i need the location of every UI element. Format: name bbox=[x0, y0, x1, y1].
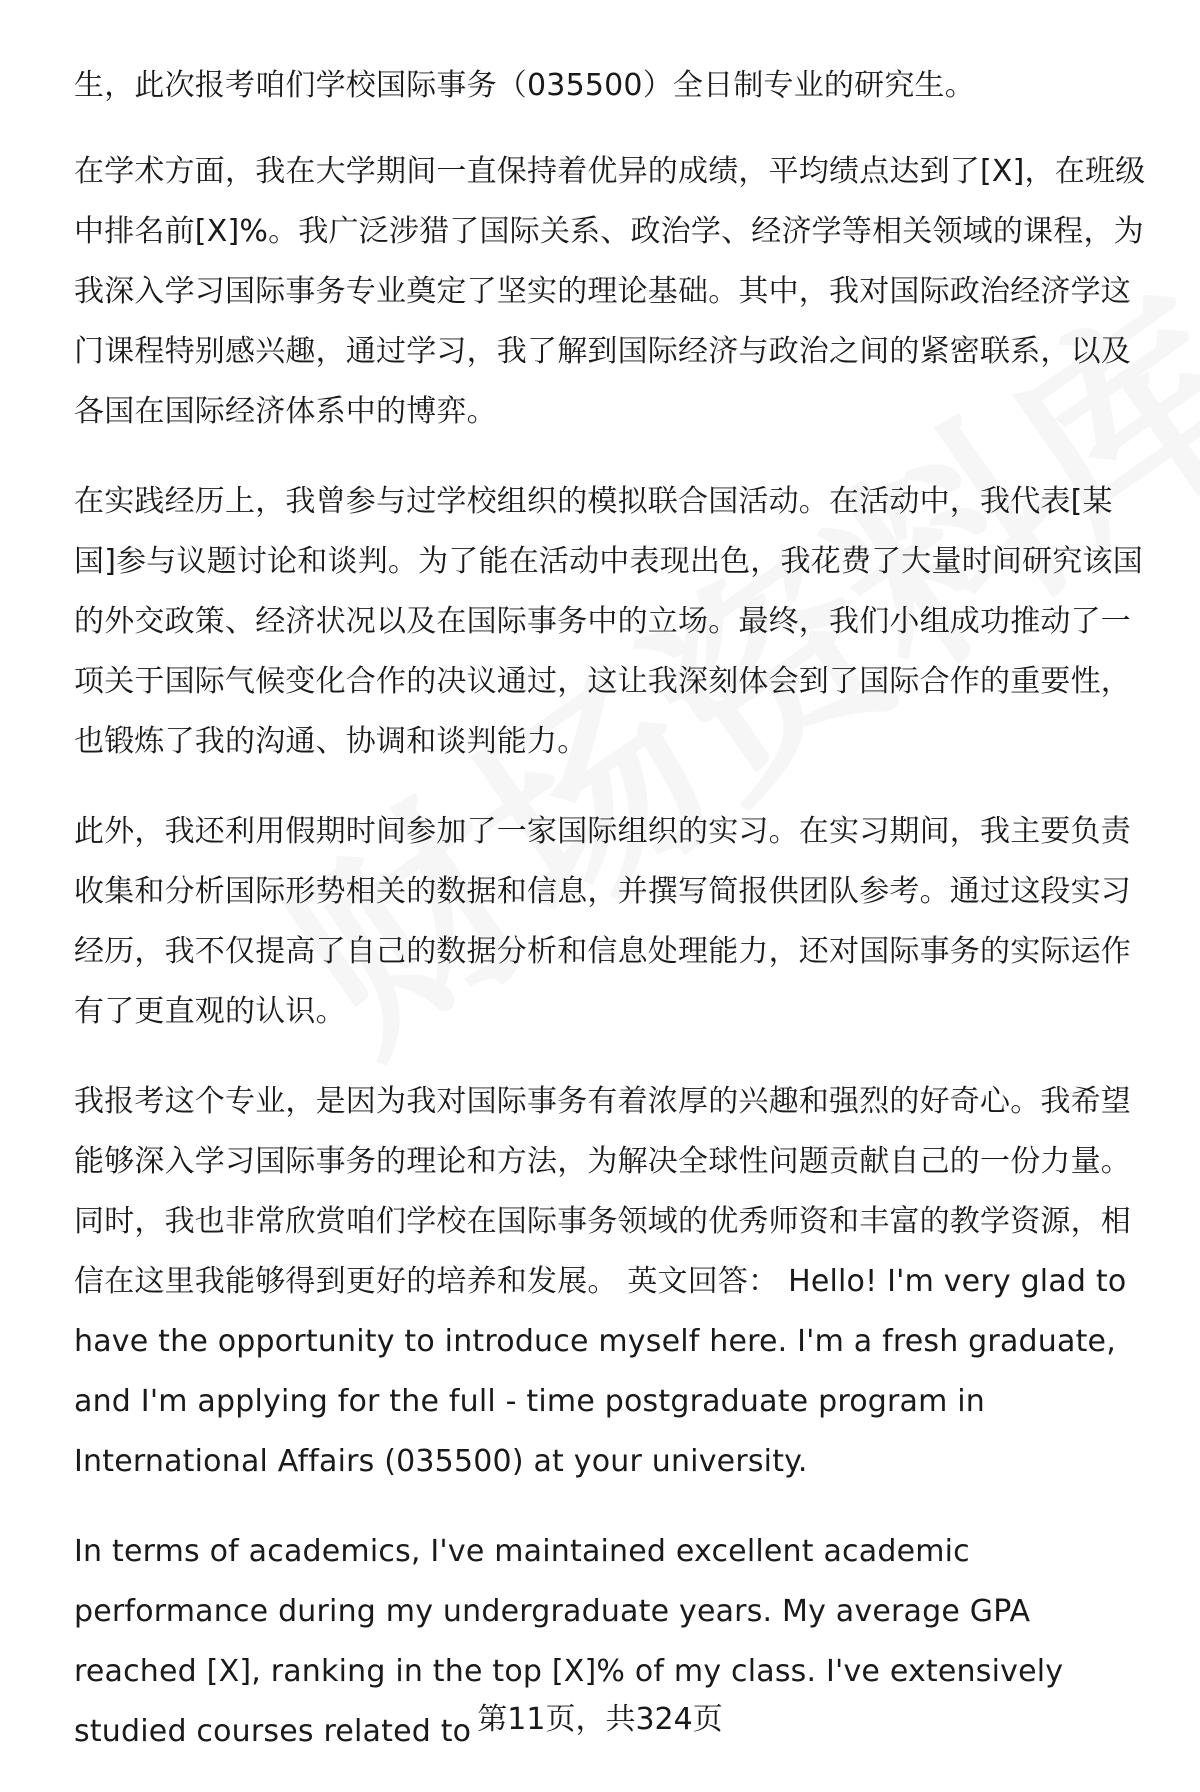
paragraph-practice-cn: 在实践经历上，我曾参与过学校组织的模拟联合国活动。在活动中，我代表[某国]参与议题讨论和谈判。为了能在活动中表现出色，我花费了大量时间研究该国的外交政策、经济状况以及在国际事务中的立场。最终，我们小组成功推动了一项关于国际气候变化合作的决议通过，这让我深刻体会到了国际合作的重要性，也锻炼了我的沟通、协调和谈判能力。 bbox=[74, 484, 1143, 759]
paragraph-academics-cn: 在学术方面，我在大学期间一直保持着优异的成绩，平均绩点达到了[X]，在班级中排名前[X]%。我广泛涉猎了国际关系、政治学、经济学等相关领域的课程，为我深入学习国际事务专业奠定了坚实的理论基础。其中，我对国际政治经济学这门课程特别感兴趣，通过学习，我了解到国际经济与政治之间的紧密联系，以及各国在国际经济体系中的博弈。 bbox=[74, 154, 1146, 429]
document-body bbox=[74, 56, 1154, 1792]
paragraph-motivation-and-english-intro: 我报考这个专业，是因为我对国际事务有着浓厚的兴趣和强烈的好奇心。我希望能够深入学习国际事务的理论和方法，为解决全球性问题贡献自己的一份力量。同时，我也非常欣赏咱们学校在国际事务领域的优秀师资和丰富的教学资源，相信在这里我能够得到更好的培养和发展。 英文回答： Hello! I'm very glad to have the opportunity to introduce myself here. I'm a fresh graduate, and I'm applying for the full - time postgraduate program in International Affairs (035500) at your university. bbox=[74, 1084, 1131, 1479]
paragraph-intro-continuation: 生，此次报考咱们学校国际事务（035500）全日制专业的研究生。 bbox=[74, 68, 975, 103]
paragraph-internship-cn: 此外，我还利用假期时间参加了一家国际组织的实习。在实习期间，我主要负责收集和分析国际形势相关的数据和信息，并撰写简报供团队参考。通过这段实习经历，我不仅提高了自己的数据分析和信息处理能力，还对国际事务的实际运作有了更直观的认识。 bbox=[74, 814, 1131, 1029]
paragraph-academics-en: In terms of academics, I've maintained excellent academic performance during my undergraduate years. My average GPA reached [X], ranking in the top [X]% of my class. I've extensively studied courses related to bbox=[74, 1534, 1064, 1749]
page-number-footer: 第11页，共324页 bbox=[477, 1702, 723, 1737]
